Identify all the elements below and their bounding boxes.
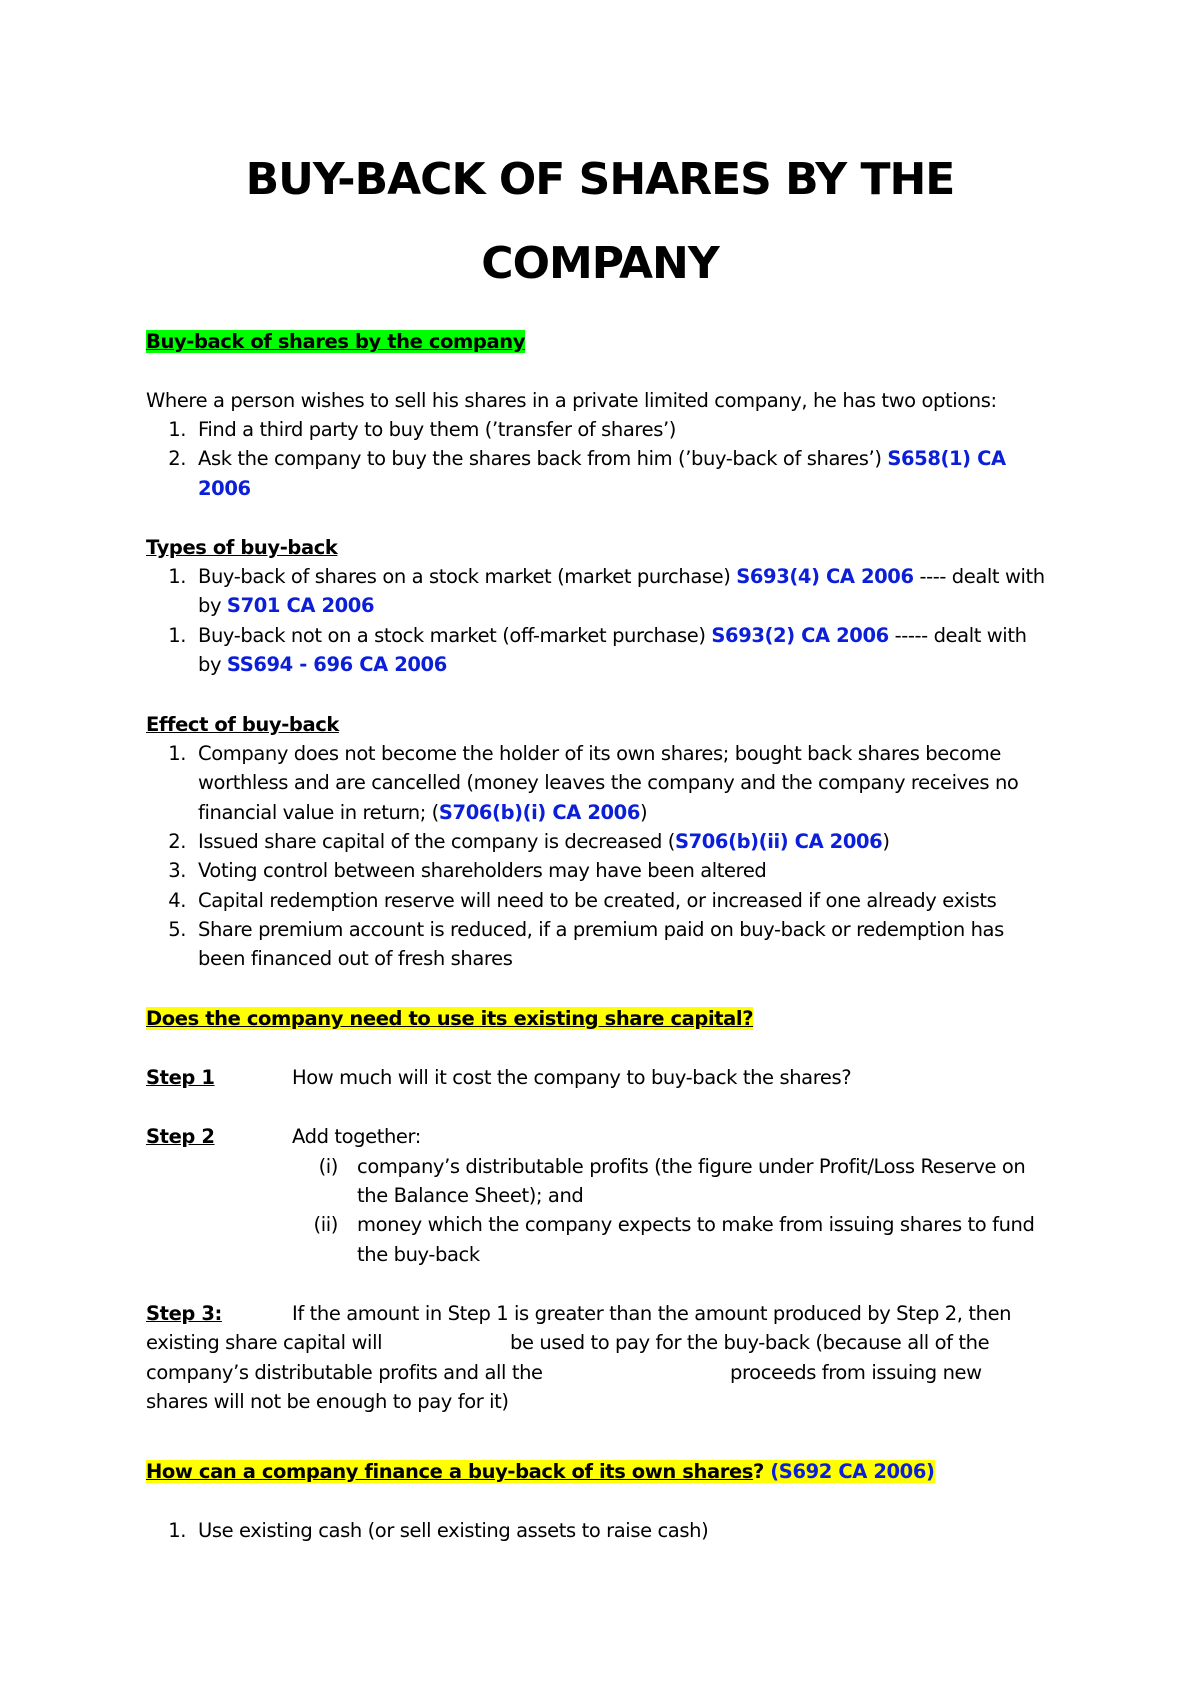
sub-list-text: company’s distributable profits (the figure under Profit/Loss Reserve on bbox=[357, 1155, 1026, 1178]
list-text: Capital redemption reserve will need to be created, or increased if one already exists bbox=[198, 889, 997, 912]
list-number: 1. bbox=[168, 624, 186, 647]
list-text: by bbox=[198, 653, 227, 676]
list-text-after: ) bbox=[640, 801, 648, 824]
list-text: Use existing cash (or sell existing assets to raise cash) bbox=[198, 1519, 709, 1542]
statute-reference: S706(b)(ii) CA 2006 bbox=[674, 830, 883, 853]
list-continuation: been financed out of fresh shares bbox=[198, 947, 513, 970]
sub-list-continuation: the Balance Sheet); and bbox=[357, 1184, 584, 1207]
sub-list-text: money which the company expects to make from issuing shares to fund bbox=[357, 1213, 1035, 1236]
section-heading-existing-capital bbox=[146, 1004, 753, 1033]
statute-reference: (S692 CA 2006) bbox=[770, 1460, 935, 1483]
list-text-after: ---- dealt with bbox=[913, 565, 1045, 588]
statute-reference: S706(b)(i) CA 2006 bbox=[438, 801, 640, 824]
heading-question-mark: ? bbox=[752, 1460, 771, 1483]
step-continuation: proceeds from issuing new bbox=[730, 1361, 982, 1384]
list-text-after: ----- dealt with bbox=[888, 624, 1027, 647]
list-number: 1. bbox=[168, 1519, 186, 1542]
list-number: 1. bbox=[168, 418, 186, 441]
step-continuation: company’s distributable profits and all the bbox=[146, 1361, 543, 1384]
list-text: Ask the company to buy the shares back from him (’buy-back of shares’) bbox=[198, 447, 888, 470]
statute-reference-continued: 2006 bbox=[198, 477, 251, 500]
step-continuation: existing share capital will bbox=[146, 1331, 383, 1354]
section-heading-text: Buy-back of shares by the company bbox=[146, 330, 525, 353]
step-label: Step 2 bbox=[146, 1125, 215, 1148]
step-row bbox=[146, 1063, 852, 1092]
list-number: 2. bbox=[168, 830, 186, 853]
sub-list-number: (ii) bbox=[313, 1213, 338, 1236]
statute-reference: S658(1) CA bbox=[887, 447, 1006, 470]
list-text: Find a third party to buy them (’transfer of shares’) bbox=[198, 418, 676, 441]
page-title-line-2: COMPANY bbox=[481, 238, 719, 289]
list-number: 2. bbox=[168, 447, 186, 470]
section-heading-types: Types of buy-back bbox=[146, 536, 338, 559]
list-text: Issued share capital of the company is decreased ( bbox=[198, 830, 675, 853]
list-number: 1. bbox=[168, 742, 186, 765]
sub-list-continuation: the buy-back bbox=[357, 1243, 480, 1266]
list-text-after: ) bbox=[882, 830, 890, 853]
statute-reference: S693(2) CA 2006 bbox=[711, 624, 889, 647]
list-number: 1. bbox=[168, 565, 186, 588]
list-text: financial value in return; ( bbox=[198, 801, 439, 824]
list-continuation: worthless and are cancelled (money leaves the company and the company receives no bbox=[198, 771, 1019, 794]
statute-reference: S693(4) CA 2006 bbox=[736, 565, 914, 588]
list-continuation bbox=[198, 591, 374, 620]
intro-paragraph: Where a person wishes to sell his shares in a private limited company, he has two options: bbox=[146, 389, 997, 412]
statute-reference: S701 CA 2006 bbox=[226, 594, 375, 617]
list-number: 5. bbox=[168, 918, 186, 941]
list-number: 4. bbox=[168, 889, 186, 912]
section-heading-effect: Effect of buy-back bbox=[146, 713, 339, 736]
list-continuation bbox=[198, 650, 447, 679]
step-row bbox=[146, 1299, 1012, 1328]
step-continuation: shares will not be enough to pay for it) bbox=[146, 1390, 509, 1413]
list-continuation bbox=[198, 798, 647, 827]
step-row bbox=[146, 1122, 421, 1151]
list-text: Buy-back not on a stock market (off-market purchase) bbox=[198, 624, 712, 647]
section-heading-text: How can a company finance a buy-back of its own shares bbox=[146, 1460, 753, 1483]
step-text: Add together: bbox=[292, 1125, 421, 1148]
list-text: Share premium account is reduced, if a premium paid on buy-back or redemption has bbox=[198, 918, 1004, 941]
section-heading-finance bbox=[146, 1457, 935, 1486]
list-text: by bbox=[198, 594, 227, 617]
step-label: Step 1 bbox=[146, 1066, 215, 1089]
step-continuation: be used to pay for the buy-back (because all of the bbox=[510, 1331, 990, 1354]
section-heading-buyback bbox=[146, 327, 525, 356]
sub-list-number: (i) bbox=[318, 1155, 338, 1178]
page-title-line-1: BUY-BACK OF SHARES BY THE bbox=[245, 154, 955, 205]
list-text: Voting control between shareholders may have been altered bbox=[198, 859, 767, 882]
step-text: If the amount in Step 1 is greater than the amount produced by Step 2, then bbox=[292, 1302, 1012, 1325]
list-text: Company does not become the holder of its own shares; bought back shares become bbox=[198, 742, 1001, 765]
statute-reference: SS694 - 696 CA 2006 bbox=[226, 653, 447, 676]
list-number: 3. bbox=[168, 859, 186, 882]
step-text: How much will it cost the company to buy-back the shares? bbox=[292, 1066, 852, 1089]
list-text: Buy-back of shares on a stock market (market purchase) bbox=[198, 565, 737, 588]
section-heading-text: Does the company need to use its existing share capital? bbox=[146, 1007, 754, 1030]
step-label: Step 3: bbox=[146, 1302, 222, 1325]
